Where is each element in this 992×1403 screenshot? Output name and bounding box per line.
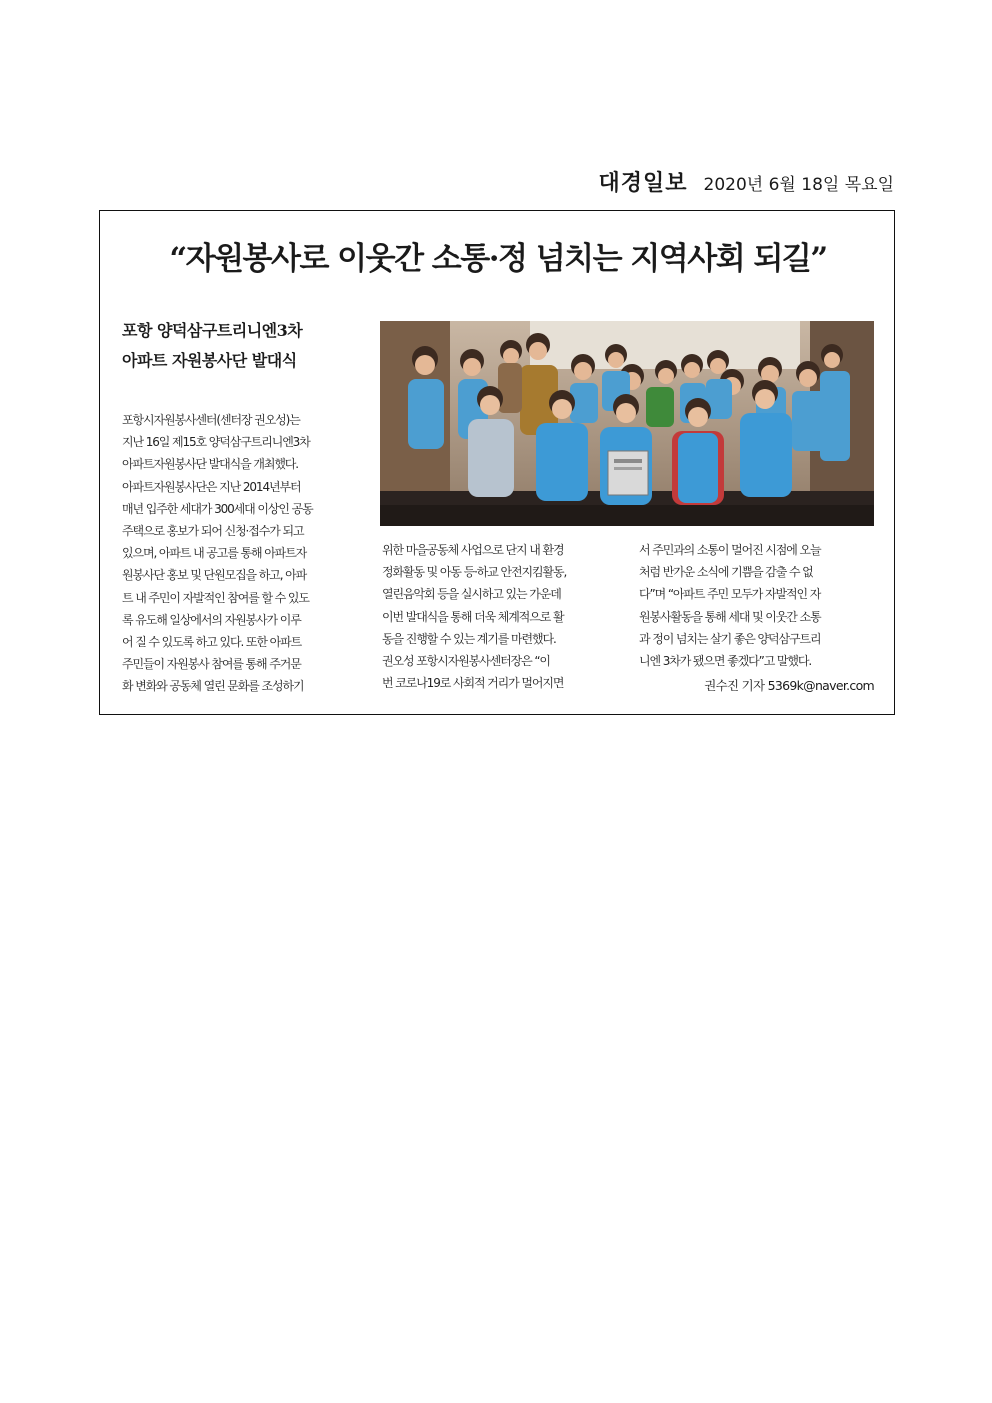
article-headline: “자원봉사로 이웃간 소통·정 넘치는 지역사회 되길” — [169, 241, 827, 277]
group-photo-illustration — [380, 321, 874, 526]
body-text-line: 아파트자원봉사단은 지난 2014년부터 — [122, 479, 301, 494]
body-text-line: 원봉사단 홍보 및 단원모집을 하고, 아파 — [122, 568, 307, 583]
article-column-2 — [382, 539, 622, 694]
body-text-line: 어 질 수 있도록 하고 있다. 또한 아파트 — [122, 634, 302, 649]
body-text-line: 원봉사활동을 통해 세대 및 이웃간 소통 — [639, 609, 821, 624]
newspaper-name: 대경일보 — [598, 170, 688, 196]
body-text-line: 다”며 “아파트 주민 모두가 자발적인 자 — [639, 587, 821, 602]
article-column-1 — [122, 409, 362, 697]
body-text-line: 화 변화와 공동체 열린 문화를 조성하기 — [122, 679, 304, 694]
body-text-line: 록 유도해 일상에서의 자원봉사가 이루 — [122, 612, 301, 627]
body-text-line: 주민들이 자원봉사 참여를 통해 주거문 — [122, 657, 301, 672]
body-text-line: 동을 진행할 수 있는 계기를 마련했다. — [382, 631, 556, 646]
masthead — [560, 166, 894, 196]
article-subheadline — [122, 316, 372, 376]
body-text-line: 서 주민과의 소통이 멀어진 시점에 오늘 — [639, 543, 821, 557]
body-text-line: 주택으로 홍보가 되어 신청·접수가 되고 — [122, 523, 304, 538]
body-text-line: 처럼 반가운 소식에 기쁨을 감출 수 없 — [639, 565, 813, 580]
body-text-line: 위한 마을공동체 사업으로 단지 내 환경 — [382, 543, 564, 557]
body-text-line: 니엔 3차가 됐으면 좋겠다”고 말했다. — [639, 653, 812, 668]
reporter-byline: 권수진 기자 5369k@naver.com — [704, 678, 874, 693]
body-text-line: 있으며, 아파트 내 공고를 통해 아파트자 — [122, 546, 307, 561]
body-text-line: 열린음악회 등을 실시하고 있는 가운데 — [382, 587, 561, 602]
body-text-line: 과 정이 넘치는 살기 좋은 양덕삼구트리 — [639, 631, 821, 646]
article-column-3 — [639, 539, 879, 672]
subheadline-line: 포항 양덕삼구트리니엔3차 — [122, 321, 303, 340]
body-text-line: 트 내 주민이 자발적인 참여를 할 수 있도 — [122, 590, 309, 605]
body-text-line: 지난 16일 제15호 양덕삼구트리니엔3차 — [122, 435, 310, 450]
body-text-line: 포항시자원봉사센터(센터장 권오성)는 — [122, 413, 300, 427]
body-text-line: 아파트자원봉사단 발대식을 개최했다. — [122, 457, 299, 472]
body-text-line: 정화활동 및 아동 등·하교 안전지킴활동, — [382, 565, 567, 580]
body-text-line: 번 코로나19로 사회적 거리가 멀어지면 — [382, 676, 564, 691]
issue-date: 2020년 6월 18일 목요일 — [703, 175, 894, 195]
body-text-line: 권오성 포항시자원봉사센터장은 “이 — [382, 653, 550, 668]
body-text-line: 이번 발대식을 통해 더욱 체계적으로 활 — [382, 609, 564, 624]
article-clipping — [99, 210, 895, 715]
body-text-line: 매년 입주한 세대가 300세대 이상인 공동 — [122, 501, 313, 516]
group-photo — [380, 321, 874, 526]
subheadline-line: 아파트 자원봉사단 발대식 — [122, 351, 297, 370]
